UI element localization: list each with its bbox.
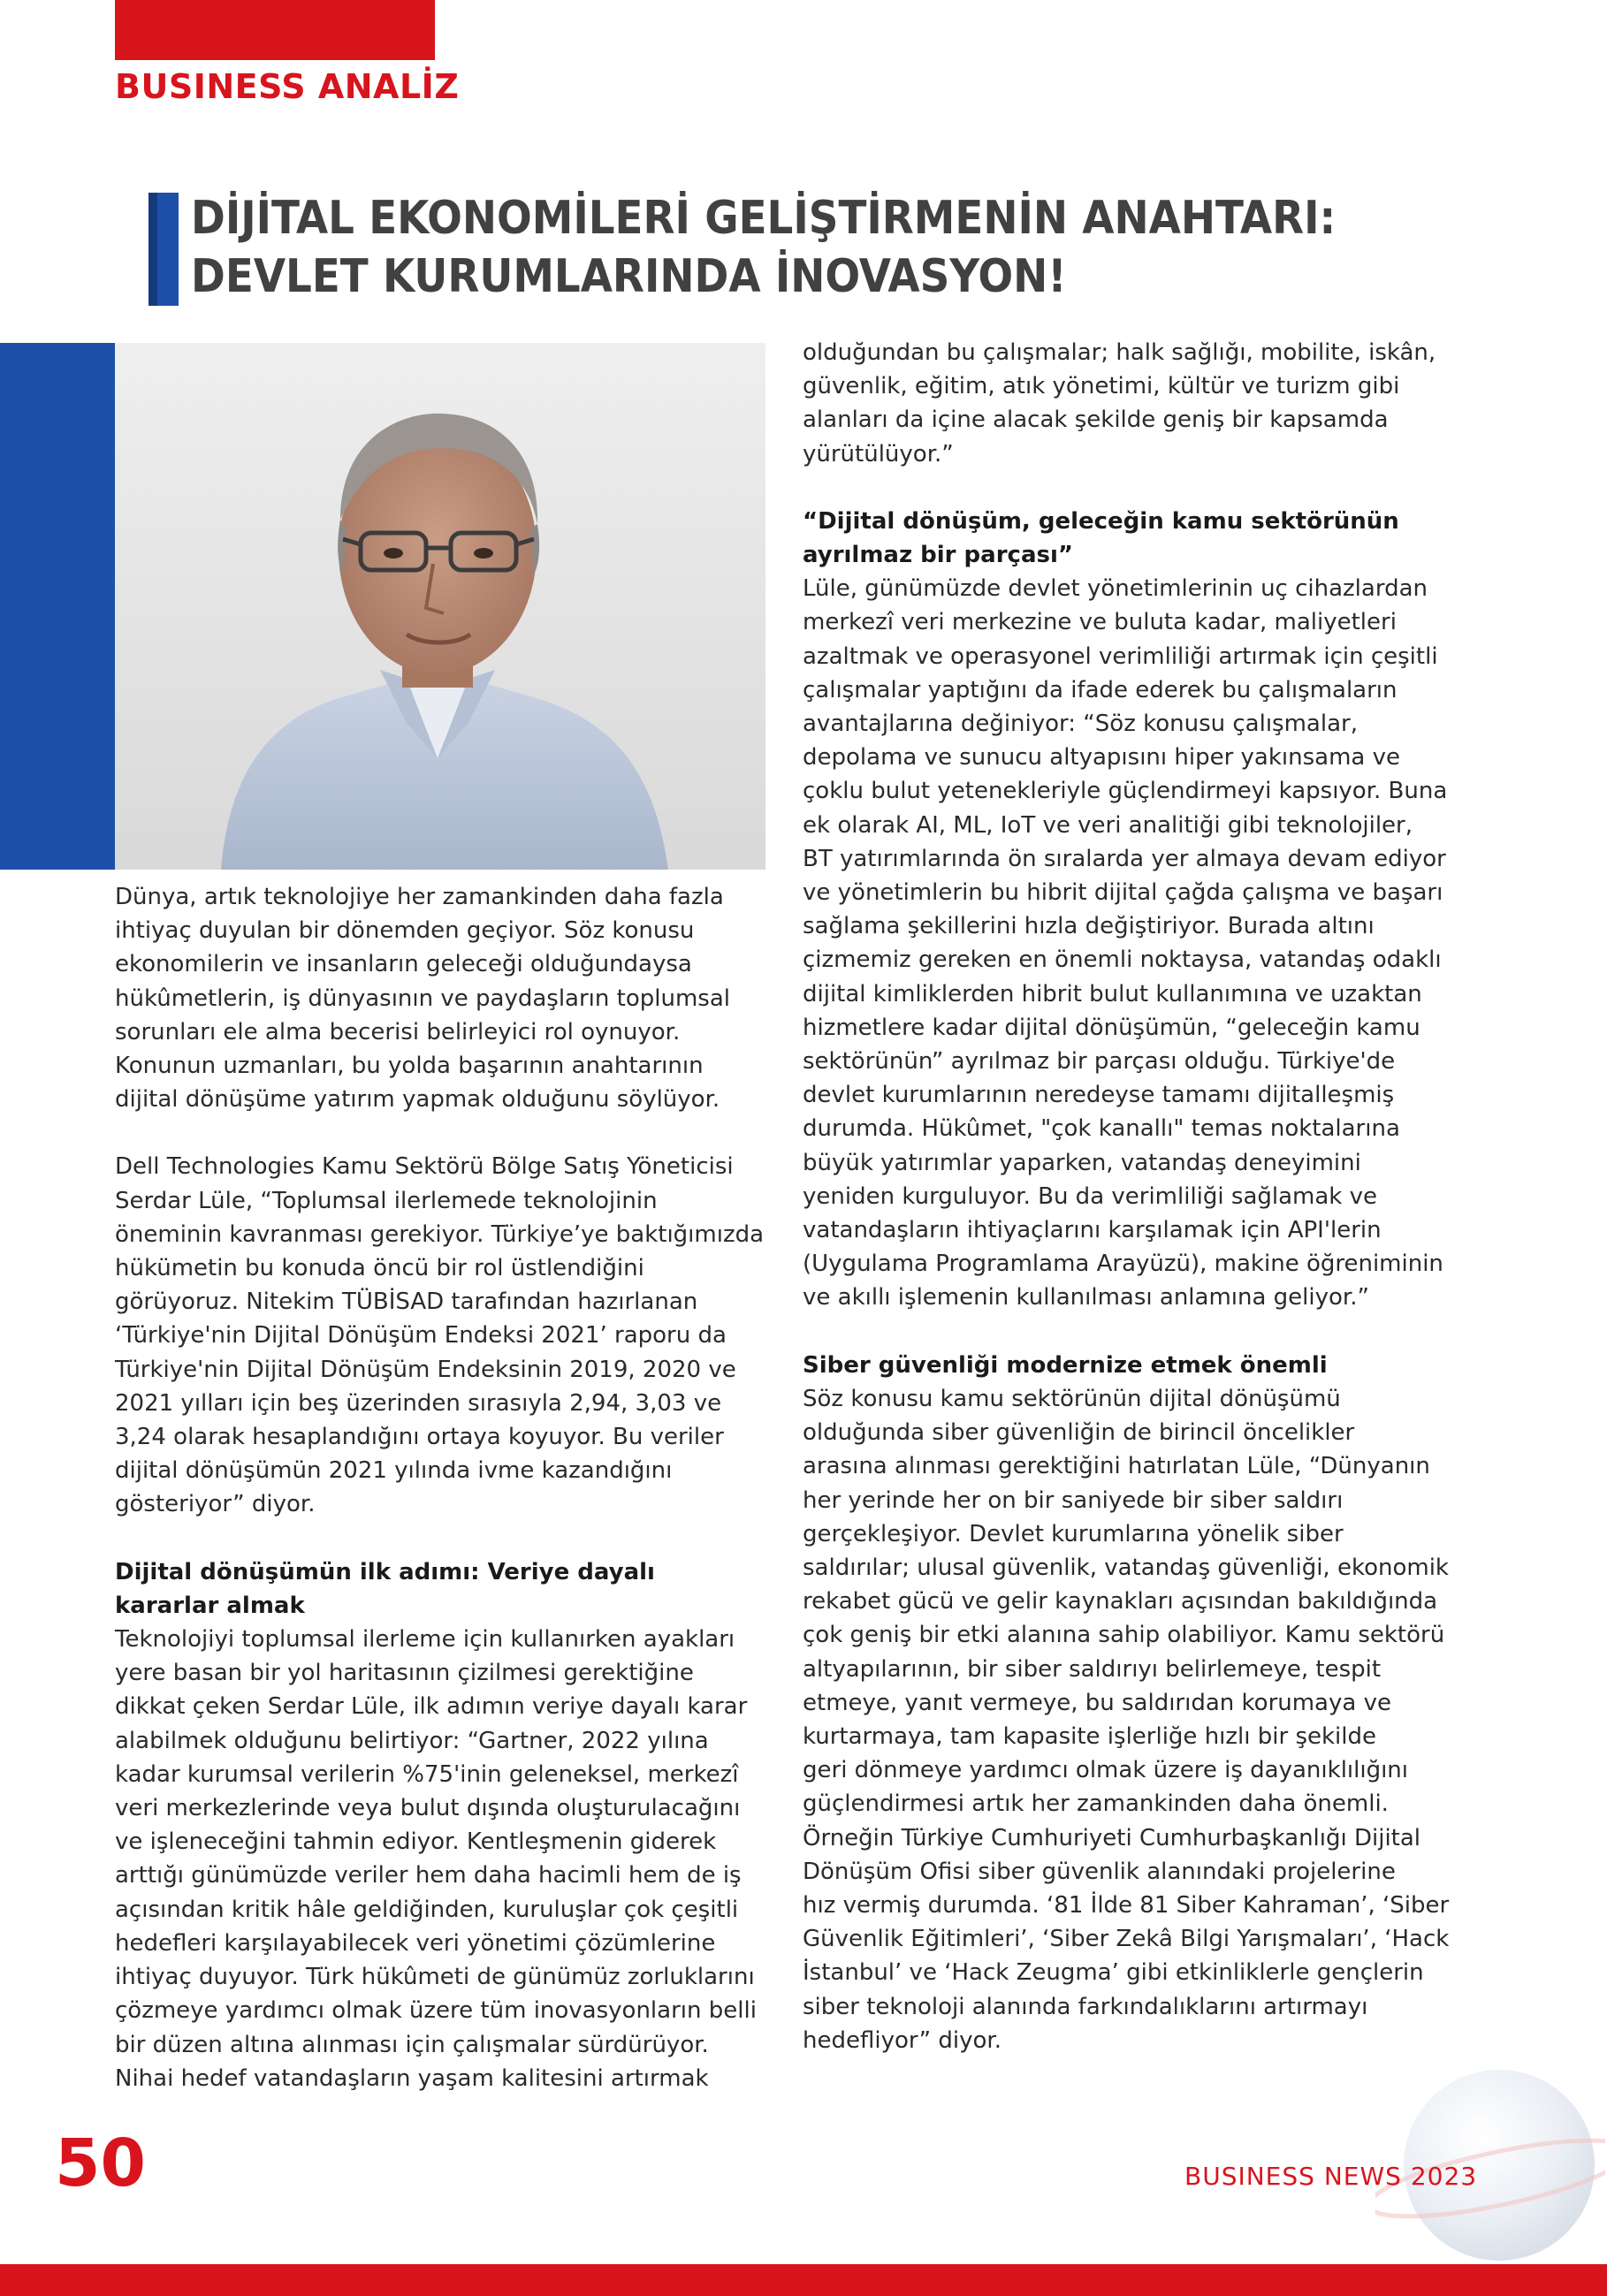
text-line: arasına alınması gerektiğini hatırlatan Lüle, “Dünyanın xyxy=(803,1453,1430,1480)
text-line: Teknolojiyi toplumsal ilerleme için kullanırken ayakları xyxy=(115,1626,735,1654)
subheading-line: Dijital dönüşümün ilk adımı: Veriye dayalı xyxy=(115,1558,655,1585)
right-paragraph-2 xyxy=(803,572,1563,1314)
text-line: ek olarak AI, ML, IoT ve veri analitiği gibi teknolojiler, xyxy=(803,811,1413,839)
text-line: veri merkezlerinde veya bulut dışında oluşturulacağını xyxy=(115,1795,741,1822)
text-line: depolama ve sunucu altyapısını hiper yakınsama ve xyxy=(803,744,1401,772)
text-line: arttığı günümüzde veriler hem daha hacimli hem de iş xyxy=(115,1862,742,1889)
text-line: yürütülüyor.” xyxy=(803,440,954,468)
subheading-line: “Dijital dönüşüm, geleceğin kamu sektörünün xyxy=(803,507,1399,535)
text-line: Söz konusu kamu sektörünün dijital dönüşümü xyxy=(803,1385,1341,1412)
page-number: 50 xyxy=(55,2125,146,2201)
text-line: ‘Türkiye'nin Dijital Dönüşüm Endeksi 2021’ raporu da xyxy=(115,1322,727,1349)
text-line: Güvenlik Eğitimleri’, ‘Siber Zekâ Bilgi Yarışmaları’, ‘Hack xyxy=(803,1926,1450,1953)
text-line: Nihai hedef vatandaşların yaşam kalitesini artırmak xyxy=(115,2064,709,2092)
text-line: etmeye, yanıt vermeye, bu saldırıdan korumaya ve xyxy=(803,1689,1391,1716)
text-line: İstanbul’ ve ‘Hack Zeugma’ gibi etkinliklerle gençlerin xyxy=(803,1959,1424,1987)
text-line: geri dönmeye yardımcı olmak üzere iş dayanıklılığını xyxy=(803,1757,1409,1784)
text-line: kadar kurumsal verilerin %75'inin geleneksel, merkezî xyxy=(115,1760,739,1788)
text-line: Örneğin Türkiye Cumhuriyeti Cumhurbaşkanlığı Dijital xyxy=(803,1824,1421,1851)
text-line: 2021 yılları için beş üzerinden sırasıyla 2,94, 3,03 ve xyxy=(115,1389,722,1417)
text-line: büyük yatırımlar yaparken, vatandaş deneyimini xyxy=(803,1149,1361,1176)
text-line: hedefliyor” diyor. xyxy=(803,2026,1002,2054)
paragraph-gap xyxy=(803,471,1563,505)
text-line: Lüle, günümüzde devlet yönetimlerinin uç cihazlardan xyxy=(803,575,1428,603)
text-line: hükümetin bu konuda öncü bir rol üstlendiğini xyxy=(115,1255,644,1282)
title-accent-bar-dark xyxy=(149,193,157,306)
text-line: merkezî veri merkezine ve buluta kadar, maliyetleri xyxy=(803,609,1397,636)
text-line: Dönüşüm Ofisi siber güvenlik alanındaki projelerine xyxy=(803,1858,1396,1885)
text-line: azaltmak ve operasyonel verimliliği artırmak için çeşitli xyxy=(803,642,1438,670)
text-line: 3,24 olarak hesaplandığını ortaya koyuyor. Bu veriler xyxy=(115,1424,724,1451)
text-line: dikkat çeken Serdar Lüle, ilk adımın veriye dayalı karar xyxy=(115,1693,748,1721)
text-line: hedefleri karşılayabilecek veri yönetimi çözümlerine xyxy=(115,1929,716,1957)
text-line: sorunları ele alma becerisi belirleyici rol oynuyor. xyxy=(115,1018,681,1045)
section-label: BUSINESS ANALİZ xyxy=(115,67,460,106)
text-line: yere basan bir yol haritasının çizilmesi gerektiğine xyxy=(115,1660,694,1687)
text-line: çözmeye yardımcı olmak üzere tüm inovasyonların belli xyxy=(115,1997,757,2025)
text-line: olduğunda siber güvenliğin de birincil öncelikler xyxy=(803,1419,1355,1447)
subheading-ilk-adim xyxy=(115,1555,787,1623)
portrait-photo-icon xyxy=(115,343,765,870)
text-line: güvenlik, eğitim, atık yönetimi, kültür ve turizm gibi xyxy=(803,373,1400,400)
right-paragraph-1 xyxy=(803,336,1563,471)
text-line: dijital dönüşüme yatırım yapmak olduğunu söylüyor. xyxy=(115,1086,720,1114)
page-title xyxy=(191,189,1428,306)
text-line: siber teknoloji alanında farkındalıklarını artırmayı xyxy=(803,1993,1368,2020)
text-line: ihtiyaç duyulan bir dönemden geçiyor. Söz konusu xyxy=(115,917,695,945)
text-line: Türkiye'nin Dijital Dönüşüm Endeksinin 2019, 2020 ve xyxy=(115,1356,736,1383)
text-line: güçlendirmesi artık her zamankinden daha önemli. xyxy=(803,1790,1389,1818)
portrait-photo xyxy=(115,343,765,870)
text-line: çalışmalar yaptığını da ifade ederek bu çalışmaların xyxy=(803,676,1398,703)
right-paragraph-3 xyxy=(803,1382,1563,2057)
text-line: ekonomilerin ve insanların geleceği olduğundaysa xyxy=(115,951,692,978)
text-line: alanları da içine alacak şekilde geniş bir kapsamda xyxy=(803,407,1389,434)
text-line: ve işleneceğini tahmin ediyor. Kentleşmenin giderek xyxy=(115,1828,717,1856)
title-accent-bar xyxy=(157,193,179,306)
text-line: çizmemiz gereken en önemli noktaysa, vatandaş odaklı xyxy=(803,947,1442,974)
paragraph-gap xyxy=(115,1522,787,1555)
footer-brand: BUSINESS NEWS 2023 xyxy=(1184,2162,1478,2191)
paragraph-gap xyxy=(115,1116,787,1150)
right-column xyxy=(803,336,1563,2057)
text-line: yeniden kurguluyor. Bu da verimliliği sağlamak ve xyxy=(803,1182,1377,1210)
text-line: çoklu bulut yetenekleriyle güçlendirmeyi kapsıyor. Buna xyxy=(803,778,1448,805)
text-line: alabilmek olduğunu belirtiyor: “Gartner, 2022 yılına xyxy=(115,1727,709,1754)
text-line: devlet kurumlarının neredeyse tamamı dijitalleşmiş xyxy=(803,1082,1395,1109)
text-line: Dünya, artık teknolojiye her zamankinden daha fazla xyxy=(115,884,724,910)
text-line: çok geniş bir etki alanına sahip olabiliyor. Kamu sektörü xyxy=(803,1622,1445,1649)
text-line: (Uygulama Programlama Arayüzü), makine öğreniminin xyxy=(803,1251,1443,1278)
text-line: ve yönetimlerin bu hibrit dijital çağda çalışma ve başarı xyxy=(803,879,1443,907)
subheading-siber-guvenlik xyxy=(803,1349,1563,1382)
text-line: Konunun uzmanları, bu yolda başarının anahtarının xyxy=(115,1053,704,1080)
text-line: açısından kritik hâle geldiğinden, kuruluşlar çok çeşitli xyxy=(115,1896,739,1923)
left-column xyxy=(115,880,787,2095)
subheading-line: ayrılmaz bir parçası” xyxy=(803,542,1073,569)
text-line: bir düzen altına alınması için çalışmalar sürdürüyor. xyxy=(115,2031,709,2058)
text-line: saldırılar; ulusal güvenlik, vatandaş güvenliği, ekonomik xyxy=(803,1554,1449,1581)
text-line: ve akıllı işlemenin kullanılması anlamına geliyor.” xyxy=(803,1284,1369,1311)
subheading-line: Siber güvenliği modernize etmek önemli xyxy=(803,1351,1328,1379)
text-line: olduğundan bu çalışmalar; halk sağlığı, mobilite, iskân, xyxy=(803,339,1436,366)
paragraph-gap xyxy=(803,1315,1563,1349)
text-line: her yerinde her on bir saniyede bir siber saldırı xyxy=(803,1486,1344,1514)
text-line: rekabet gücü ve gelir kaynakları açısından bakıldığında xyxy=(803,1588,1438,1616)
blue-side-block xyxy=(0,343,115,870)
text-line: hükûmetlerin, iş dünyasının ve paydaşların toplumsal xyxy=(115,985,730,1012)
text-line: dijital kimliklerden hibrit bulut kullanımına ve uzaktan xyxy=(803,980,1422,1007)
header-red-bar xyxy=(115,0,435,60)
text-line: kurtarmaya, tam kapasite işlerliğe hızlı bir şekilde xyxy=(803,1722,1376,1750)
text-line: vatandaşların ihtiyaçlarını karşılamak için API'lerin xyxy=(803,1217,1382,1244)
text-line: Dell Technologies Kamu Sektörü Bölge Satış Yöneticisi xyxy=(115,1153,734,1181)
subheading-dijital-donusum xyxy=(803,505,1563,572)
footer-red-bar xyxy=(0,2264,1607,2296)
left-paragraph-3 xyxy=(115,1623,787,2095)
text-line: sağlama şekillerini hızla değiştiriyor. Burada altını xyxy=(803,913,1375,940)
text-line: hizmetlere kadar dijital dönüşümün, “geleceğin kamu xyxy=(803,1014,1420,1041)
left-paragraph-1 xyxy=(115,880,787,1116)
text-line: Serdar Lüle, “Toplumsal ilerlemede teknolojinin xyxy=(115,1187,658,1214)
left-paragraph-2 xyxy=(115,1150,787,1521)
text-line: altyapılarının, bir siber saldırıyı belirlemeye, tespit xyxy=(803,1655,1382,1683)
text-line: gösteriyor” diyor. xyxy=(115,1491,316,1518)
text-line: hız vermiş durumda. ‘81 İlde 81 Siber Kahraman’, ‘Siber xyxy=(803,1891,1450,1919)
title-line: DEVLET KURUMLARINDA İNOVASYON! xyxy=(191,250,1067,303)
text-line: BT yatırımlarında ön sıralarda yer almaya devam ediyor xyxy=(803,845,1446,872)
text-line: öneminin kavranması gerekiyor. Türkiye’ye baktığımızda xyxy=(115,1220,765,1248)
text-line: avantajlarına değiniyor: “Söz konusu çalışmalar, xyxy=(803,711,1358,738)
text-line: dijital dönüşümün 2021 yılında ivme kazandığını xyxy=(115,1457,673,1485)
title-line: DİJİTAL EKONOMİLERİ GELİŞTİRMENİN ANAHTARI: xyxy=(191,192,1337,245)
text-line: gerçekleşiyor. Devlet kurumlarına yönelik siber xyxy=(803,1520,1344,1547)
text-line: ihtiyaç duyuyor. Türk hükûmeti de günümüz zorluklarını xyxy=(115,1964,755,1991)
subheading-line: kararlar almak xyxy=(115,1592,305,1619)
text-line: görüyoruz. Nitekim TÜBİSAD tarafından hazırlanan xyxy=(115,1289,698,1316)
text-line: durumda. Hükûmet, "çok kanallı" temas noktalarına xyxy=(803,1115,1400,1143)
text-line: sektörünün” ayrılmaz bir parçası olduğu. Türkiye'de xyxy=(803,1048,1396,1076)
